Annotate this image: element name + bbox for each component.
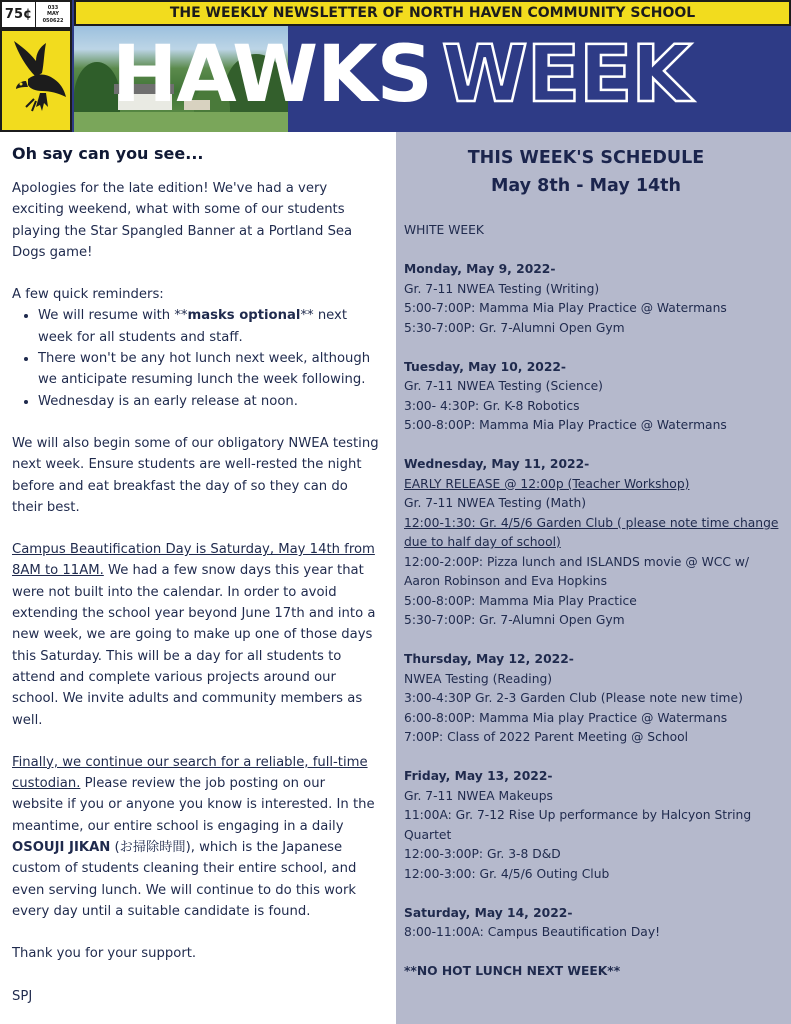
event-item: NWEA Testing (Reading) bbox=[404, 671, 553, 686]
day-saturday bbox=[404, 904, 788, 943]
day-heading: Tuesday, May 10, 2022- bbox=[404, 359, 567, 374]
event-item: 3:00- 4:30P: Gr. K-8 Robotics bbox=[404, 398, 580, 413]
masthead-title bbox=[112, 30, 691, 120]
event-item: 5:00-8:00P: Mamma Mia Play Practice bbox=[404, 593, 637, 608]
week-label: WHITE WEEK bbox=[404, 223, 484, 237]
masthead-header bbox=[0, 0, 791, 132]
reminder-item: • There won't be any hot lunch next week, although we anticipate resuming lunch the week following. bbox=[38, 348, 380, 391]
price-box bbox=[0, 0, 72, 29]
masthead-week: WEEK bbox=[441, 30, 691, 120]
signature: SPJ bbox=[12, 988, 33, 1004]
garden-club-link[interactable]: 12:00-1:30: Gr. 4/5/6 Garden Club ( please note time change due to half day of school) bbox=[404, 515, 779, 549]
event-item: 5:00-7:00P: Mamma Mia Play Practice @ Watermans bbox=[404, 301, 727, 315]
event-item: Gr. 7-11 NWEA Testing (Math) bbox=[404, 496, 587, 510]
reminder-item: • Wednesday is an early release at noon. bbox=[38, 391, 380, 412]
issue-number: 033 bbox=[47, 4, 59, 11]
event-item: 3:00-4:30P Gr. 2-3 Garden Club (Please note new time) bbox=[404, 691, 743, 705]
campus-text: We had a few snow days this year that were not built into the calendar. In order to avoid extending the school year beyond June 17th and into a new week, we are going to make up one of those days this Saturday. This will be a day for all students to attend and complete various projects around our school. We invite adults and community members as well. bbox=[12, 563, 376, 728]
day-heading: Saturday, May 14, 2022- bbox=[404, 905, 573, 920]
event-item: 12:00-3:00: Gr. 4/5/6 Outing Club bbox=[404, 866, 610, 881]
event-item: 5:30-7:00P: Gr. 7-Alumni Open Gym bbox=[404, 613, 625, 627]
day-monday bbox=[404, 260, 788, 338]
issue-month: MAY bbox=[47, 11, 59, 18]
osouji-jikan: OSOUJI JIKAN bbox=[12, 840, 111, 856]
price: 75¢ bbox=[2, 2, 36, 27]
reminders-label: A few quick reminders: bbox=[12, 287, 164, 303]
hawk-icon bbox=[6, 37, 68, 127]
thanks-line: Thank you for your support. bbox=[12, 946, 197, 962]
masks-optional: masks optional bbox=[187, 308, 301, 324]
event-item: Gr. 7-11 NWEA Testing (Science) bbox=[404, 379, 603, 393]
article-heading: Oh say can you see... bbox=[12, 144, 204, 163]
day-heading: Friday, May 13, 2022- bbox=[404, 769, 553, 783]
event-item: 5:00-8:00P: Mamma Mia Play Practice @ Watermans bbox=[404, 418, 727, 432]
schedule-body bbox=[404, 221, 788, 982]
early-release-link[interactable]: EARLY RELEASE @ 12:00p (Teacher Workshop) bbox=[404, 476, 690, 491]
schedule-sidebar bbox=[396, 132, 791, 1024]
reminders-list bbox=[38, 305, 380, 411]
issue-info bbox=[36, 2, 70, 27]
custodian-text-2: (お掃除時間), which is the Japanese custom of students cleaning their entire school, and even serving lunch. We will continue to do this work every day until a suitable candidate is found. bbox=[12, 840, 357, 919]
event-item: 12:00-3:00P: Gr. 3-8 D&D bbox=[404, 847, 561, 861]
day-heading: Thursday, May 12, 2022- bbox=[404, 652, 574, 666]
hawk-logo bbox=[0, 29, 72, 132]
custodian-link[interactable]: Finally, we continue our search for a reliable, full-time custodian. bbox=[12, 754, 368, 792]
schedule-dates: May 8th - May 14th bbox=[491, 176, 681, 196]
custodian-paragraph bbox=[12, 752, 380, 922]
reminder-text: We will resume with ** bbox=[38, 308, 188, 324]
campus-paragraph bbox=[12, 539, 380, 731]
day-wednesday bbox=[404, 455, 788, 631]
nwea-paragraph: We will also begin some of our obligatory NWEA testing next week. Ensure students are well-rested the night before and eat breakfast the day of so they can do their best. bbox=[12, 435, 379, 515]
event-item: 6:00-8:00P: Mamma Mia play Practice @ Watermans bbox=[404, 710, 728, 725]
reminder-item bbox=[38, 305, 380, 348]
no-hot-lunch-note: **NO HOT LUNCH NEXT WEEK** bbox=[404, 964, 621, 978]
event-item: 11:00A: Gr. 7-12 Rise Up performance by Halcyon String Quartet bbox=[404, 808, 752, 842]
event-item: 12:00-2:00P: Pizza lunch and ISLANDS movie @ WCC w/ Aaron Robinson and Eva Hopkins bbox=[404, 554, 750, 588]
schedule-title bbox=[396, 144, 776, 200]
day-thursday bbox=[404, 650, 788, 748]
newsletter-banner: THE WEEKLY NEWSLETTER OF NORTH HAVEN COMMUNITY SCHOOL bbox=[74, 0, 791, 26]
schedule-heading: THIS WEEK'S SCHEDULE bbox=[467, 148, 705, 168]
event-item: 7:00P: Class of 2022 Parent Meeting @ School bbox=[404, 730, 689, 744]
issue-date: 050622 bbox=[42, 17, 64, 24]
day-heading: Monday, May 9, 2022- bbox=[404, 262, 556, 276]
event-item: Gr. 7-11 NWEA Makeups bbox=[404, 788, 553, 803]
event-item: Gr. 7-11 NWEA Testing (Writing) bbox=[404, 281, 600, 296]
event-item: 5:30-7:00P: Gr. 7-Alumni Open Gym bbox=[404, 320, 625, 335]
masthead-hawks: HAWKS bbox=[112, 30, 432, 120]
reminder-text: ** next week for all students and staff. bbox=[38, 308, 348, 345]
day-tuesday bbox=[404, 358, 788, 436]
day-heading: Wednesday, May 11, 2022- bbox=[404, 457, 590, 471]
campus-day-link[interactable]: Campus Beautification Day is Saturday, May 14th from 8AM to 11AM. bbox=[12, 542, 375, 579]
custodian-text: Please review the job posting on our website if you or anyone you know is interested. In the meantime, our entire school is engaging in a daily bbox=[12, 776, 375, 834]
article-intro: Apologies for the late edition! We've had a very exciting weekend, what with some of our students playing the Star Spangled Banner at a Portland Sea Dogs game! bbox=[12, 181, 353, 260]
main-article bbox=[12, 144, 380, 1007]
event-item: 8:00-11:00A: Campus Beautification Day! bbox=[404, 925, 661, 939]
day-friday bbox=[404, 767, 788, 884]
